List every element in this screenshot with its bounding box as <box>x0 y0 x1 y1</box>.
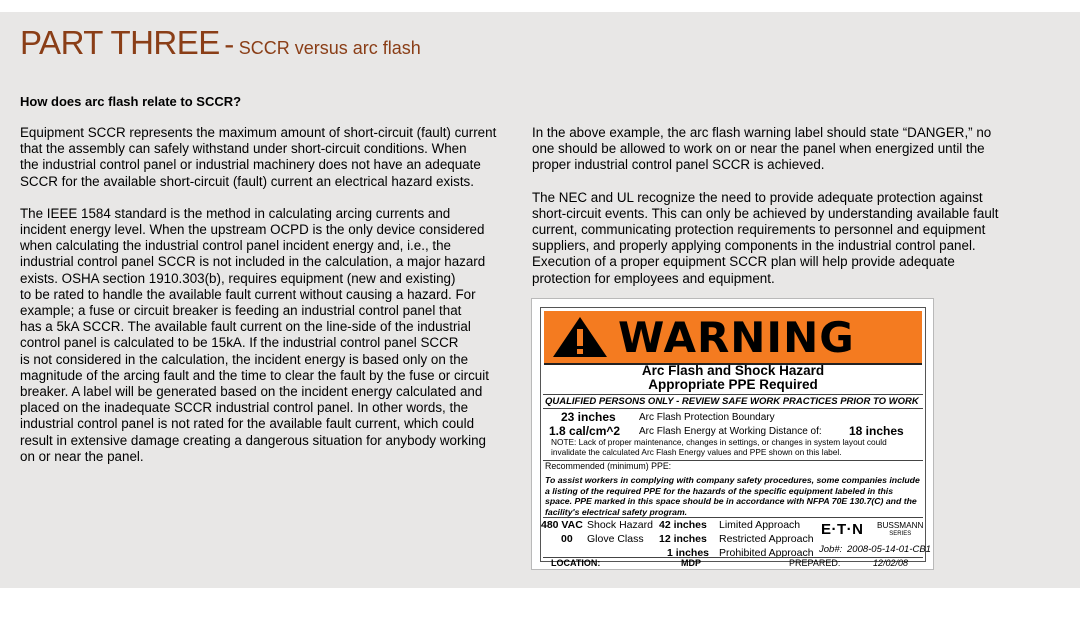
recommended-ppe-heading: Recommended (minimum) PPE: <box>543 460 923 471</box>
job-value: 2008-05-14-01-CB1 <box>847 544 931 555</box>
energy-value: 1.8 cal/cm^2 <box>549 424 621 438</box>
divider <box>543 517 923 518</box>
prohibited-value: 1 inches <box>667 547 710 559</box>
prepared-label: PREPARED: <box>789 558 841 568</box>
page-title <box>20 24 421 62</box>
section-question: How does arc flash relate to SCCR? <box>20 94 242 109</box>
title-part: PART THREE <box>20 24 220 61</box>
boundary-value: 23 inches <box>561 410 616 424</box>
glove-class-label: Glove Class <box>587 533 644 545</box>
paragraph: The IEEE 1584 standard is the method in calculating arcing currents and incident energy level. When the upstream OCPD is the only device considered when calculating the industrial control panel incident energy and, i.e., the industrial control panel SCCR is not included in the calculation, a major hazard exists. OSHA section 1910.303(b), requires equipment (new and existing) to be rated to handle the available fault current without causing a hazard. For example; a fuse or circuit breaker is feeding an industrial control panel that has a 5kA SCCR. The available fault current on the line-side of the industrial control panel is calculated to be 15kA. If the industrial control panel SCCR is not considered in the calculation, the incident energy is based only on the magnitude of the arcing fault and the time to clear the fault by the fuse or circuit breaker. A label will be generated based on the incident energy calculated and placed on the inadequate SCCR industrial control panel. In other words, the industrial control panel is not rated for the available fault current, which could result in extensive damage creating a dangerous situation for anybody working on or near the panel. <box>20 205 489 464</box>
ppe-instructions: To assist workers in complying with company safety procedures, some companies include a listing of the required PPE for the hazards of the specific equipment labeled in this space. PPE marked in this space should be in accordance with NFPA 70E 130.7(C) and the facility's electrical safety program. <box>545 475 920 517</box>
energy-text: Arc Flash Energy at Working Distance of: <box>639 426 822 437</box>
warning-label-image <box>531 298 934 570</box>
maintenance-note: NOTE: Lack of proper maintenance, changes in settings, or changes in system layout could invalidate the calculated Arc Flash Energy values and PPE shown on this label. <box>551 437 887 457</box>
hazard-line-1: Arc Flash and Shock Hazard <box>641 363 825 378</box>
right-column <box>532 125 1032 303</box>
paragraph: In the above example, the arc flash warning label should state “DANGER,” no one should be allowed to work on or near the panel when energized until the proper industrial control panel SCCR is achieved. <box>532 125 992 173</box>
distance-value: 18 inches <box>849 424 904 438</box>
paragraph: Equipment SCCR represents the maximum amount of short-circuit (fault) current that the assembly can safely withstand under short-circuit conditions. When the industrial control panel or industrial machinery does not have an adequate SCCR for the available short-circuit (fault) current an electrical hazard exists. <box>20 125 497 189</box>
boundary-text: Arc Flash Protection Boundary <box>639 412 775 423</box>
left-column <box>20 125 520 481</box>
prohibited-label: Prohibited Approach <box>719 547 814 559</box>
voltage-value: 480 VAC <box>541 519 583 531</box>
limited-label: Limited Approach <box>719 519 801 531</box>
warning-triangle-icon <box>551 315 609 359</box>
bussmann-name: BUSSMANN <box>877 521 924 530</box>
label-frame <box>540 307 931 568</box>
title-dash: - <box>224 28 235 61</box>
bussmann-logo <box>877 522 923 538</box>
job-label: Job#: <box>819 544 843 555</box>
restricted-label: Restricted Approach <box>719 533 814 545</box>
title-subtitle: SCCR versus arc flash <box>238 38 421 58</box>
hazard-line-2: Appropriate PPE Required <box>648 377 818 392</box>
glove-value: 00 <box>561 533 573 545</box>
hazard-heading <box>541 364 925 392</box>
shock-hazard-label: Shock Hazard <box>587 519 653 531</box>
restricted-value: 12 inches <box>659 533 707 545</box>
eaton-logo: E·T·N <box>821 521 864 538</box>
warning-word: WARNING <box>618 313 855 362</box>
location-value: MDP <box>681 558 701 568</box>
warning-banner <box>544 311 922 365</box>
location-label: LOCATION: <box>551 558 601 568</box>
prepared-value: 12/02/08 <box>873 558 909 568</box>
paragraph: The NEC and UL recognize the need to provide adequate protection against short-circuit events. This can only be achieved by understanding available fault current, communicating protection requirements to personnel and equipment suppliers, and properly applying components in the industrial control panel. Execution of a proper equipment SCCR plan will help provide adequate protection for employees and equipment. <box>532 189 999 286</box>
bussmann-series: SERIES <box>889 531 912 537</box>
limited-value: 42 inches <box>659 519 707 531</box>
qualified-persons-line: QUALIFIED PERSONS ONLY - REVIEW SAFE WORK PRACTICES PRIOR TO WORK <box>543 394 923 409</box>
